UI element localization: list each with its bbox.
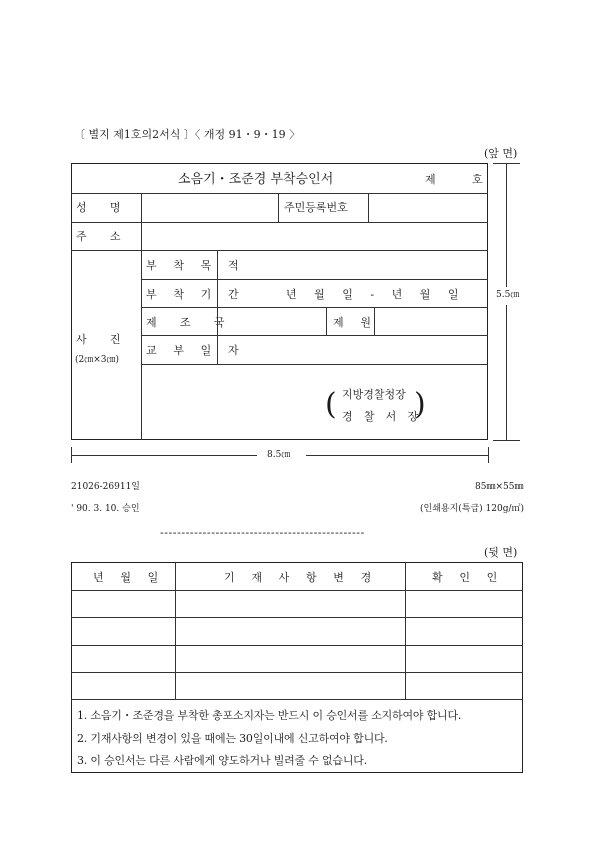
country-value[interactable] bbox=[218, 308, 325, 335]
dimension-line-width bbox=[71, 455, 257, 456]
country-label: 제 조 국 bbox=[146, 316, 235, 329]
col-divider bbox=[326, 307, 327, 335]
note-2: 2. 기재사항의 변경이 있을 때에는 30일이내에 신고하여야 합니다. bbox=[77, 732, 388, 745]
table-row[interactable] bbox=[72, 673, 522, 698]
approval-date: ' 90. 3. 10. 승인 bbox=[71, 504, 140, 514]
photo-size: (2㎝×3㎝) bbox=[75, 355, 120, 365]
note-1: 1. 소음기・조준경을 부착한 총포소지자는 반드시 이 승인서를 소지하여야 합니다. bbox=[77, 709, 462, 722]
table-row[interactable] bbox=[72, 646, 522, 672]
dimension-line-width bbox=[306, 455, 488, 456]
col-header-confirm: 확 인 인 bbox=[432, 571, 504, 584]
dimension-tick bbox=[493, 440, 520, 441]
cut-line: ------------------------------------------------ bbox=[160, 526, 365, 539]
card-number-label: 제 bbox=[425, 173, 436, 186]
note-3: 3. 이 승인서는 다른 사람에게 양도하거나 빌려줄 수 없습니다. bbox=[77, 754, 367, 767]
name-label: 성 명 bbox=[76, 201, 131, 214]
form-reference: 〔 별지 제1호의2서식 〕〈 개정 91・9・19 〉 bbox=[74, 128, 301, 141]
dimension-line-height bbox=[506, 305, 507, 440]
maker-label: 제 원 bbox=[333, 316, 378, 329]
card-title: 소음기・조준경 부착승인서 bbox=[178, 172, 334, 187]
card-number-suffix: 호 bbox=[472, 173, 483, 186]
period-label: 부 착 기 간 bbox=[146, 288, 246, 301]
col-header-date: 년 월 일 bbox=[93, 571, 165, 584]
photo-label: 사 진 bbox=[76, 333, 131, 346]
col-divider bbox=[278, 193, 279, 222]
dimension-line-height bbox=[506, 163, 507, 287]
row-divider bbox=[141, 364, 488, 365]
maker-value[interactable] bbox=[375, 308, 487, 335]
row-divider bbox=[71, 699, 523, 700]
dimension-tick bbox=[488, 447, 489, 463]
rrn-label: 주민등록번호 bbox=[284, 201, 348, 214]
issue-date-label: 교 부 일 자 bbox=[146, 344, 246, 357]
height-dimension: 5.5㎝ bbox=[496, 290, 520, 300]
issue-date-value[interactable] bbox=[218, 336, 487, 363]
row-divider bbox=[141, 279, 488, 280]
issuer-paren-right: ) bbox=[414, 387, 426, 422]
front-side-label: (앞 면) bbox=[484, 147, 518, 160]
width-dimension: 8.5㎝ bbox=[267, 450, 291, 460]
issuer-line-1: 지방경찰청장 bbox=[342, 388, 406, 401]
period-value[interactable]: 년 월 일 - 년 월 일 bbox=[286, 288, 459, 301]
purpose-label: 부 착 목 적 bbox=[146, 259, 246, 272]
paper-spec: (인쇄용지(특급) 120g/㎡) bbox=[420, 504, 525, 514]
table-row[interactable] bbox=[72, 591, 522, 617]
table-row[interactable] bbox=[72, 618, 522, 644]
form-code: 21026-26911일 bbox=[71, 482, 140, 492]
purpose-value[interactable] bbox=[218, 251, 487, 278]
address-value[interactable] bbox=[142, 223, 487, 250]
address-label: 주 소 bbox=[76, 230, 131, 243]
issuer-line-2: 경 찰 서 장 bbox=[342, 410, 422, 423]
back-side-label: (뒷 면) bbox=[484, 546, 518, 559]
name-value[interactable] bbox=[142, 194, 277, 221]
rrn-value[interactable] bbox=[369, 194, 487, 221]
card-size: 85㎜×55㎜ bbox=[475, 482, 524, 492]
col-header-changes: 기 재 사 항 변 경 bbox=[224, 571, 378, 584]
issuer-paren-left: ( bbox=[325, 387, 337, 422]
